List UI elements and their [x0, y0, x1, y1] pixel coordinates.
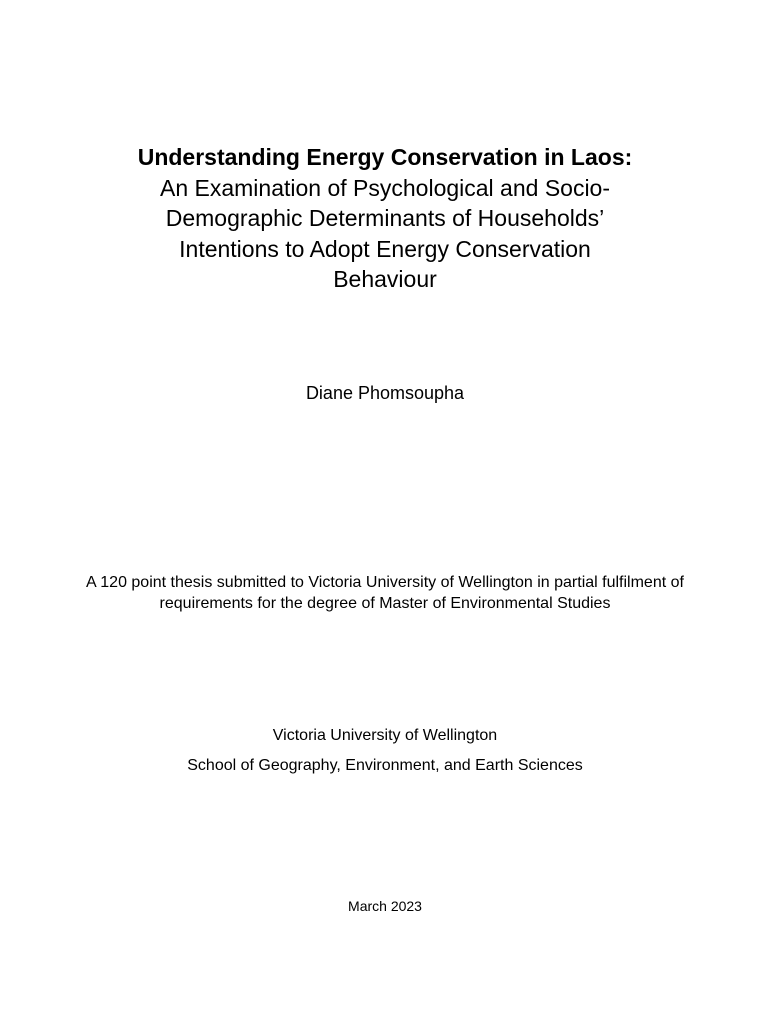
thesis-title: [0, 142, 770, 295]
author-name: Diane Phomsoupha: [305, 383, 465, 403]
school-name: School of Geography, Environment, and Earth Sciences: [187, 757, 583, 774]
submission-statement-text: A 120 point thesis submitted to Victoria University of Wellington in partial fulfilment of requirements for the degree of Master of Environmental Studies: [86, 574, 684, 612]
university-name: Victoria University of Wellington: [272, 727, 498, 744]
title-subtitle: An Examination of Psychological and Socio-Demographic Determinants of Households’ Intentions to Adopt Energy Conservation Behaviour: [159, 174, 611, 292]
title-main: Understanding Energy Conservation in Laos:: [137, 144, 633, 170]
submission-date: March 2023: [348, 898, 422, 914]
submission-statement: [0, 572, 770, 614]
